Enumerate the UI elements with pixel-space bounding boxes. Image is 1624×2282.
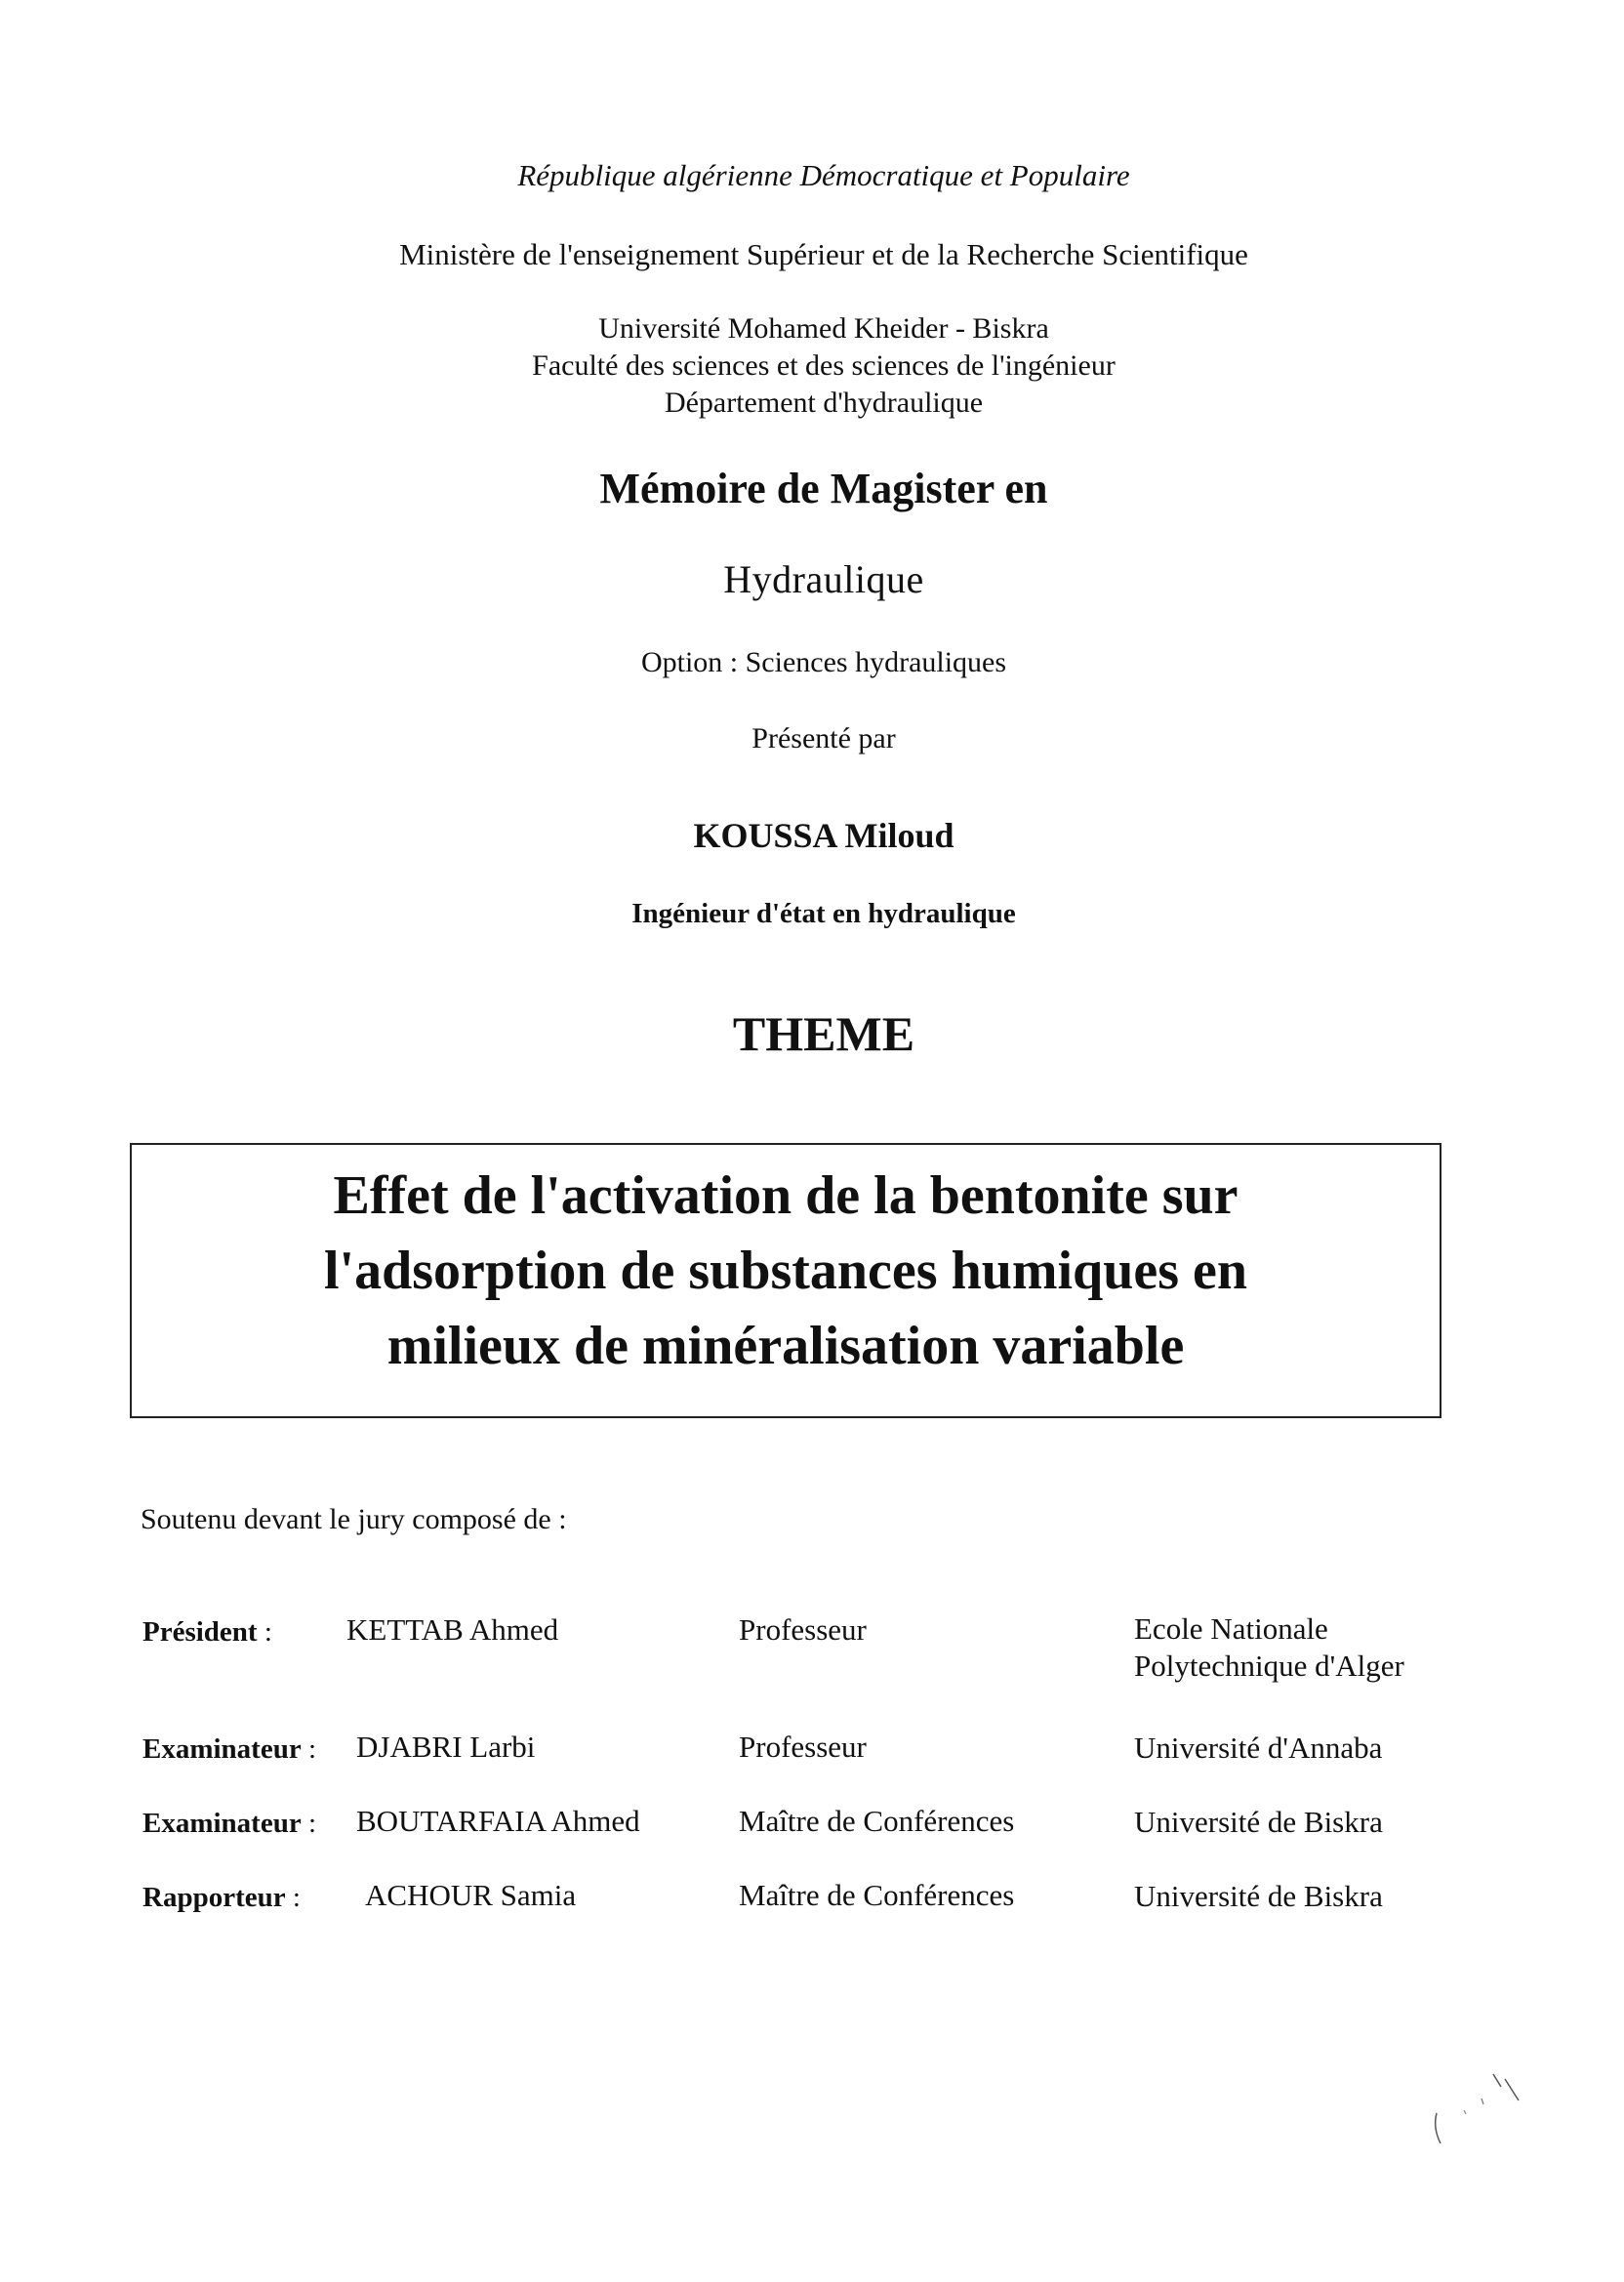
theme-title-line: l'adsorption de substances humiques en	[323, 1241, 1247, 1301]
jury-role: Examinateur :	[142, 1733, 317, 1765]
author-name: KOUSSA Miloud	[693, 816, 954, 855]
jury-name: ACHOUR Samia	[365, 1878, 577, 1912]
author-degree: Ingénieur d'état en hydraulique	[631, 898, 1016, 929]
jury-rank: Maître de Conférences	[739, 1878, 1015, 1912]
republic-heading: République algérienne Démocratique et Populaire	[517, 158, 1130, 192]
memoire-title: Mémoire de Magister en	[599, 465, 1048, 512]
jury-institution: Ecole Nationale Polytechnique d'Alger	[1134, 1611, 1404, 1683]
university-name: Université Mohamed Kheider - Biskra	[598, 312, 1049, 345]
jury-name: BOUTARFAIA Ahmed	[356, 1804, 640, 1838]
theme-title-box	[130, 1143, 1441, 1418]
department-name: Département d'hydraulique	[664, 387, 984, 419]
jury-role: Président :	[142, 1616, 272, 1648]
jury-intro: Soutenu devant le jury composé de :	[141, 1503, 567, 1535]
jury-name: KETTAB Ahmed	[346, 1612, 559, 1647]
theme-title-line: milieux de minéralisation variable	[386, 1316, 1185, 1376]
jury-institution: Université d'Annaba	[1134, 1731, 1383, 1765]
presented-by: Présenté par	[751, 722, 896, 754]
jury-institution: Université de Biskra	[1134, 1879, 1383, 1913]
pencil-mark-icon	[1425, 2069, 1532, 2157]
jury-rank: Professeur	[739, 1730, 867, 1764]
jury-member-row	[0, 1610, 1624, 1689]
jury-member-row	[0, 1876, 1624, 1954]
jury-name: DJABRI Larbi	[356, 1730, 536, 1764]
theme-title	[132, 1159, 1440, 1384]
theme-label: THEME	[732, 1006, 915, 1061]
jury-rank: Maître de Conférences	[739, 1804, 1015, 1838]
jury-member-row	[0, 1802, 1624, 1880]
theme-title-line: Effet de l'activation de la bentonite sur	[333, 1165, 1238, 1226]
faculty-name: Faculté des sciences et des sciences de l'ingénieur	[532, 349, 1116, 382]
jury-role: Rapporteur :	[142, 1882, 301, 1913]
jury-role: Examinateur :	[142, 1808, 317, 1839]
ministry-heading: Ministère de l'enseignement Supérieur et de la Recherche Scientifique	[399, 237, 1248, 271]
option-line: Option : Sciences hydrauliques	[640, 646, 1007, 678]
jury-institution: Université de Biskra	[1134, 1805, 1383, 1839]
discipline: Hydraulique	[723, 557, 924, 601]
jury-member-row	[0, 1728, 1624, 1806]
jury-rank: Professeur	[739, 1612, 867, 1647]
